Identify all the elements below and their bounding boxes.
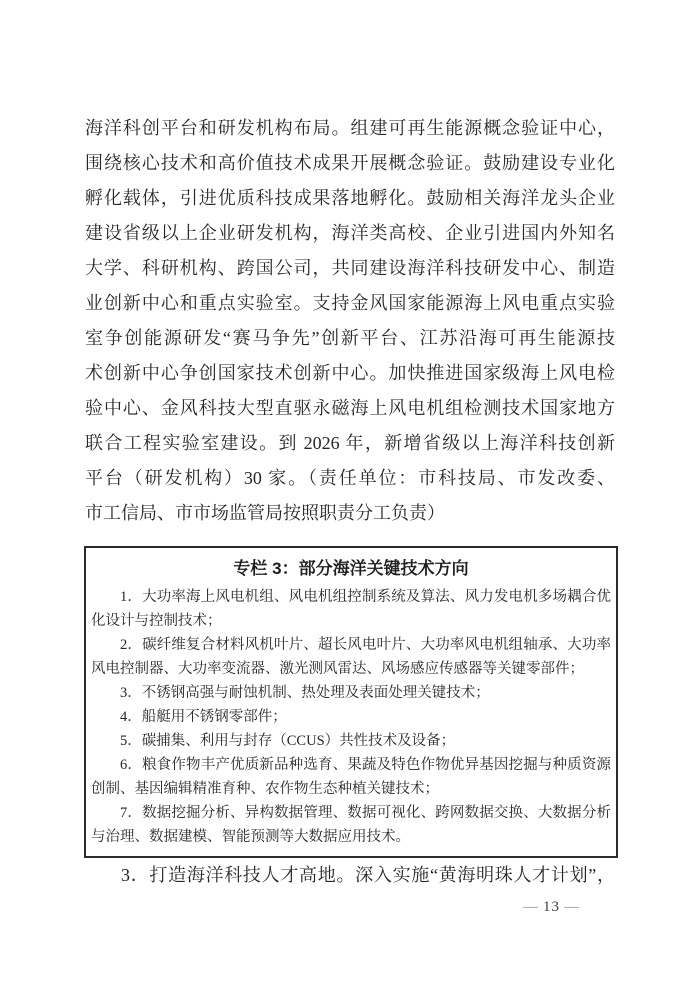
paragraph-line: 术创新中心争创国家技术创新中心。加快推进国家级海上风电检 (85, 363, 615, 383)
paragraph-line: 海洋科创平台和研发机构布局。组建可再生能源概念验证中心， (85, 118, 615, 138)
special-column-item: 1．大功率海上风电机组、风电机组控制系统及算法、风力发电机多场耦合优化设计与控制技术； (91, 589, 611, 629)
paragraph-line: 建设省级以上企业研发机构，海洋类高校、企业引进国内外知名 (85, 223, 615, 243)
paragraph-last-line: 市工信局、市市场监管局按照职责分工负责） (85, 503, 445, 523)
special-column-item: 2．碳纤维复合材料风机叶片、超长风电叶片、大功率风电机组轴承、大功率风电控制器、大功率变流器、激光测风雷达、风场感应传感器等关键零部件； (91, 637, 611, 677)
paragraph-line: 业创新中心和重点实验室。支持金风国家能源海上风电重点实验 (85, 293, 615, 313)
paragraph-line: 验中心、金风科技大型直驱永磁海上风电机组检测技术国家地方 (85, 398, 615, 418)
paragraph-line: 围绕核心技术和高价值技术成果开展概念验证。鼓励建设专业化 (85, 153, 615, 173)
paragraph-line: 平台（研发机构）30 家。（责任单位：市科技局、市发改委、 (85, 468, 615, 488)
paragraph-line: 孵化载体，引进优质科技成果落地孵化。鼓励相关海洋龙头企业 (85, 188, 615, 208)
item3-paragraph (85, 858, 615, 893)
special-column-item: 5．碳捕集、利用与封存（CCUS）共性技术及设备； (120, 733, 456, 749)
special-column-item: 7．数据挖掘分析、异构数据管理、数据可视化、跨网数据交换、大数据分析与治理、数据建模、智能预测等大数据应用技术。 (91, 805, 611, 845)
body-paragraph (85, 111, 615, 531)
paragraph-justified-lines (85, 111, 615, 496)
item3-text: 深入实施“黄海明珠人才计划”， (355, 865, 615, 885)
special-column-item: 6．粮食作物丰产优质新品种选育、果蔬及特色作物优异基因挖掘与种质资源创制、基因编辑精准育种、农作物生态种植关键技术； (91, 757, 611, 797)
page-number (519, 897, 584, 917)
special-column-box (84, 546, 618, 858)
item3-heading: 3．打造海洋科技人才高地。 (121, 865, 356, 885)
paragraph-line: 室争创能源研发“赛马争先”创新平台、江苏沿海可再生能源技 (85, 328, 615, 348)
page-number-right-dash: — (564, 899, 580, 915)
page-number-left-dash: — (523, 899, 539, 915)
special-column-title: 专栏 3：部分海洋关键技术方向 (233, 559, 469, 578)
paragraph-line: 大学、科研机构、跨国公司，共同建设海洋科技研发中心、制造 (85, 258, 615, 278)
page-number-value: 13 (543, 899, 560, 915)
special-column-item: 4．船艇用不锈钢零部件； (120, 709, 287, 725)
paragraph-line: 联合工程实验室建设。到 2026 年，新增省级以上海洋科技创新 (85, 433, 615, 453)
special-column-item: 3．不锈钢高强与耐蚀机制、热处理及表面处理关键技术； (120, 685, 490, 701)
special-column-items (91, 585, 611, 849)
